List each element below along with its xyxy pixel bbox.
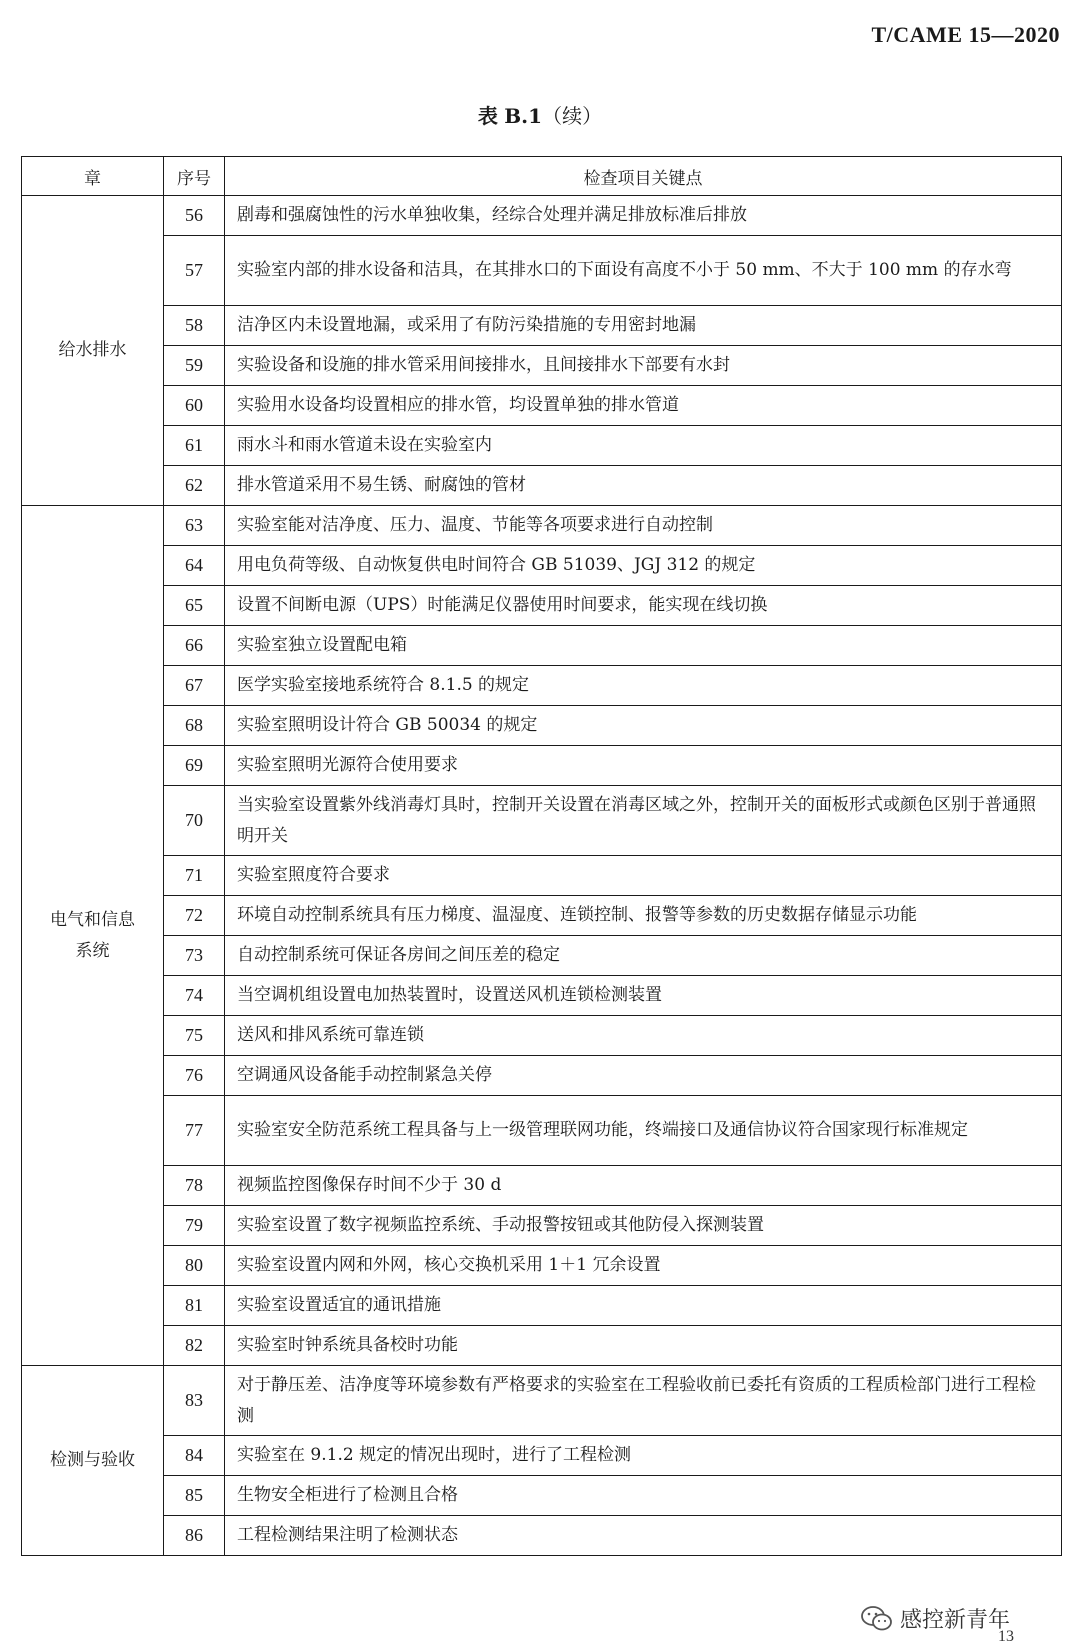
table-row — [22, 1436, 1062, 1476]
table-row — [22, 1206, 1062, 1246]
chapter-cell: 电气和信息系统 — [22, 506, 164, 1366]
table-row — [22, 1016, 1062, 1056]
column-header-key-point: 检查项目关键点 — [225, 157, 1062, 196]
item-number-cell: 86 — [164, 1516, 225, 1556]
chapter-cell: 给水排水 — [22, 196, 164, 506]
key-point-cell: 实验室内部的排水设备和洁具，在其排水口的下面设有高度不小于 50 mm、不大于 100 mm 的存水弯 — [225, 236, 1062, 306]
key-point-cell: 医学实验室接地系统符合 8.1.5 的规定 — [225, 666, 1062, 706]
table-row — [22, 236, 1062, 306]
table-body — [22, 196, 1062, 1556]
standard-number: T/CAME 15—2020 — [871, 22, 1060, 47]
table-row — [22, 466, 1062, 506]
item-number-cell: 73 — [164, 936, 225, 976]
key-point-cell: 排水管道采用不易生锈、耐腐蚀的管材 — [225, 466, 1062, 506]
key-point-cell: 实验室时钟系统具备校时功能 — [225, 1326, 1062, 1366]
table-row — [22, 1246, 1062, 1286]
table-header-row — [22, 157, 1062, 196]
key-point-cell: 设置不间断电源（UPS）时能满足仪器使用时间要求，能实现在线切换 — [225, 586, 1062, 626]
item-number-cell: 58 — [164, 306, 225, 346]
table-row — [22, 626, 1062, 666]
key-point-cell: 实验室照明设计符合 GB 50034 的规定 — [225, 706, 1062, 746]
item-number-cell: 84 — [164, 1436, 225, 1476]
table-row — [22, 1366, 1062, 1436]
table-row — [22, 896, 1062, 936]
key-point-cell: 实验用水设备均设置相应的排水管，均设置单独的排水管道 — [225, 386, 1062, 426]
table-row — [22, 1056, 1062, 1096]
item-number-cell: 85 — [164, 1476, 225, 1516]
table-row — [22, 196, 1062, 236]
key-point-cell: 当实验室设置紫外线消毒灯具时，控制开关设置在消毒区域之外，控制开关的面板形式或颜色区别于普通照明开关 — [225, 786, 1062, 856]
key-point-cell: 实验室设置适宜的通讯措施 — [225, 1286, 1062, 1326]
key-point-cell: 空调通风设备能手动控制紧急关停 — [225, 1056, 1062, 1096]
item-number-cell: 69 — [164, 746, 225, 786]
table-row — [22, 1096, 1062, 1166]
wechat-icon — [860, 1604, 894, 1634]
item-number-cell: 65 — [164, 586, 225, 626]
item-number-cell: 60 — [164, 386, 225, 426]
table-title-code: B.1 — [504, 104, 543, 128]
item-number-cell: 62 — [164, 466, 225, 506]
table-row — [22, 346, 1062, 386]
table-row — [22, 546, 1062, 586]
table-row — [22, 976, 1062, 1016]
item-number-cell: 77 — [164, 1096, 225, 1166]
item-number-cell: 72 — [164, 896, 225, 936]
item-number-cell: 61 — [164, 426, 225, 466]
item-number-cell: 83 — [164, 1366, 225, 1436]
key-point-cell: 实验室能对洁净度、压力、温度、节能等各项要求进行自动控制 — [225, 506, 1062, 546]
column-header-number: 序号 — [164, 157, 225, 196]
column-header-chapter: 章 — [22, 157, 164, 196]
key-point-cell: 实验室在 9.1.2 规定的情况出现时，进行了工程检测 — [225, 1436, 1062, 1476]
table-row — [22, 1286, 1062, 1326]
table-title-suffix: （续） — [542, 104, 603, 128]
key-point-cell: 自动控制系统可保证各房间之间压差的稳定 — [225, 936, 1062, 976]
item-number-cell: 56 — [164, 196, 225, 236]
table-row — [22, 506, 1062, 546]
table-row — [22, 706, 1062, 746]
item-number-cell: 81 — [164, 1286, 225, 1326]
table-row — [22, 1326, 1062, 1366]
key-point-cell: 剧毒和强腐蚀性的污水单独收集，经综合处理并满足排放标准后排放 — [225, 196, 1062, 236]
inspection-table — [21, 156, 1062, 1556]
item-number-cell: 78 — [164, 1166, 225, 1206]
key-point-cell: 实验室安全防范系统工程具备与上一级管理联网功能，终端接口及通信协议符合国家现行标准规定 — [225, 1096, 1062, 1166]
watermark-text: 感控新青年 — [900, 1608, 1011, 1633]
chapter-cell: 检测与验收 — [22, 1366, 164, 1556]
key-point-cell: 生物安全柜进行了检测且合格 — [225, 1476, 1062, 1516]
key-point-cell: 洁净区内未设置地漏，或采用了有防污染措施的专用密封地漏 — [225, 306, 1062, 346]
table-row — [22, 306, 1062, 346]
table-row — [22, 586, 1062, 626]
key-point-cell: 视频监控图像保存时间不少于 30 d — [225, 1166, 1062, 1206]
key-point-cell: 实验室照明光源符合使用要求 — [225, 746, 1062, 786]
table-row — [22, 746, 1062, 786]
item-number-cell: 74 — [164, 976, 225, 1016]
watermark — [860, 1603, 1010, 1634]
key-point-cell: 工程检测结果注明了检测状态 — [225, 1516, 1062, 1556]
item-number-cell: 80 — [164, 1246, 225, 1286]
key-point-cell: 用电负荷等级、自动恢复供电时间符合 GB 51039、JGJ 312 的规定 — [225, 546, 1062, 586]
table-row — [22, 666, 1062, 706]
table-row — [22, 386, 1062, 426]
key-point-cell: 实验室设置了数字视频监控系统、手动报警按钮或其他防侵入探测装置 — [225, 1206, 1062, 1246]
item-number-cell: 76 — [164, 1056, 225, 1096]
item-number-cell: 82 — [164, 1326, 225, 1366]
item-number-cell: 67 — [164, 666, 225, 706]
key-point-cell: 环境自动控制系统具有压力梯度、温湿度、连锁控制、报警等参数的历史数据存储显示功能 — [225, 896, 1062, 936]
table-row — [22, 856, 1062, 896]
item-number-cell: 71 — [164, 856, 225, 896]
item-number-cell: 79 — [164, 1206, 225, 1246]
table-row — [22, 1516, 1062, 1556]
item-number-cell: 59 — [164, 346, 225, 386]
item-number-cell: 63 — [164, 506, 225, 546]
table-row — [22, 936, 1062, 976]
key-point-cell: 雨水斗和雨水管道未设在实验室内 — [225, 426, 1062, 466]
key-point-cell: 实验室照度符合要求 — [225, 856, 1062, 896]
key-point-cell: 实验室独立设置配电箱 — [225, 626, 1062, 666]
table-row — [22, 1476, 1062, 1516]
item-number-cell: 75 — [164, 1016, 225, 1056]
item-number-cell: 64 — [164, 546, 225, 586]
table-title-label: 表 — [477, 104, 498, 128]
item-number-cell: 70 — [164, 786, 225, 856]
key-point-cell: 实验室设置内网和外网，核心交换机采用 1＋1 冗余设置 — [225, 1246, 1062, 1286]
item-number-cell: 66 — [164, 626, 225, 666]
table-row — [22, 786, 1062, 856]
key-point-cell: 当空调机组设置电加热装置时，设置送风机连锁检测装置 — [225, 976, 1062, 1016]
key-point-cell: 实验设备和设施的排水管采用间接排水，且间接排水下部要有水封 — [225, 346, 1062, 386]
table-title — [0, 100, 1080, 129]
item-number-cell: 57 — [164, 236, 225, 306]
page-number: 13 — [998, 1628, 1014, 1645]
key-point-cell: 对于静压差、洁净度等环境参数有严格要求的实验室在工程验收前已委托有资质的工程质检部门进行工程检测 — [225, 1366, 1062, 1436]
item-number-cell: 68 — [164, 706, 225, 746]
table-row — [22, 426, 1062, 466]
key-point-cell: 送风和排风系统可靠连锁 — [225, 1016, 1062, 1056]
table-row — [22, 1166, 1062, 1206]
